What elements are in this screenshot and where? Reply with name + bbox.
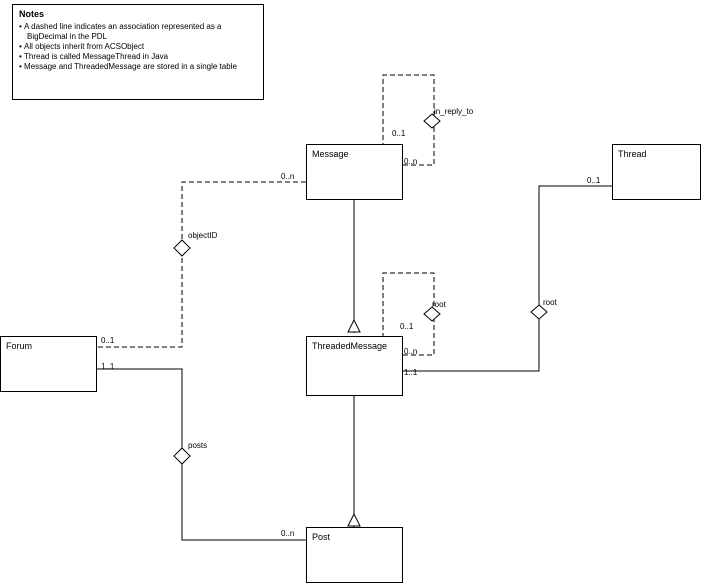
notes-title: Notes xyxy=(19,9,45,19)
class-box-thread[interactable] xyxy=(612,144,701,200)
multiplicity-tm-thread-root: 1..1 xyxy=(404,368,418,377)
multiplicity-message-objectid: 0..n xyxy=(281,172,295,181)
multiplicity-tm-root-bottom: 0..n xyxy=(404,347,418,356)
multiplicity-forum-posts: 1..1 xyxy=(101,362,115,371)
diamond-posts xyxy=(174,448,190,464)
class-box-forum[interactable] xyxy=(0,336,97,392)
diamond-objectid xyxy=(174,240,190,256)
role-label-objectid: objectID xyxy=(188,231,218,240)
multiplicity-forum-objectid: 0..1 xyxy=(101,336,115,345)
edge-message-objectid-forum xyxy=(97,182,306,347)
class-name-post: Post xyxy=(312,532,331,542)
note-item: • A dashed line indicates an association represented as a BigDecimal in the PDL xyxy=(19,22,257,42)
multiplicity-message-reply-top: 0..1 xyxy=(392,129,406,138)
note-item: • All objects inherit from ACSObject xyxy=(19,42,257,52)
class-box-threadedmessage[interactable] xyxy=(306,336,403,396)
triangle-generalization-threadedmessage xyxy=(348,514,360,526)
notes-box xyxy=(12,4,264,100)
class-box-message[interactable] xyxy=(306,144,403,200)
multiplicity-message-reply-bottom: 0..n xyxy=(404,157,418,166)
role-label-posts: posts xyxy=(188,441,208,450)
class-name-forum: Forum xyxy=(6,341,33,351)
class-box-post[interactable] xyxy=(306,527,403,583)
triangle-generalization-message xyxy=(348,320,360,332)
note-item: • Message and ThreadedMessage are stored in a single table xyxy=(19,62,257,72)
class-name-message: Message xyxy=(312,149,349,159)
role-label-root-right: root xyxy=(543,298,557,307)
class-name-thread: Thread xyxy=(618,149,647,159)
diamond-root-left xyxy=(424,307,440,321)
diamond-root-right xyxy=(531,305,547,319)
role-label-in-reply-to: in_reply_to xyxy=(434,107,474,116)
diamond-in-reply-to xyxy=(424,114,440,128)
notes-list xyxy=(19,22,257,72)
edge-forum-posts-post xyxy=(97,369,306,540)
note-item: • Thread is called MessageThread in Java xyxy=(19,52,257,62)
role-label-root-left: root xyxy=(432,300,446,309)
multiplicity-tm-root-top: 0..1 xyxy=(400,322,414,331)
multiplicity-thread-root: 0..1 xyxy=(587,176,601,185)
class-name-threadedmessage: ThreadedMessage xyxy=(312,341,388,351)
multiplicity-post-posts: 0..n xyxy=(281,529,295,538)
